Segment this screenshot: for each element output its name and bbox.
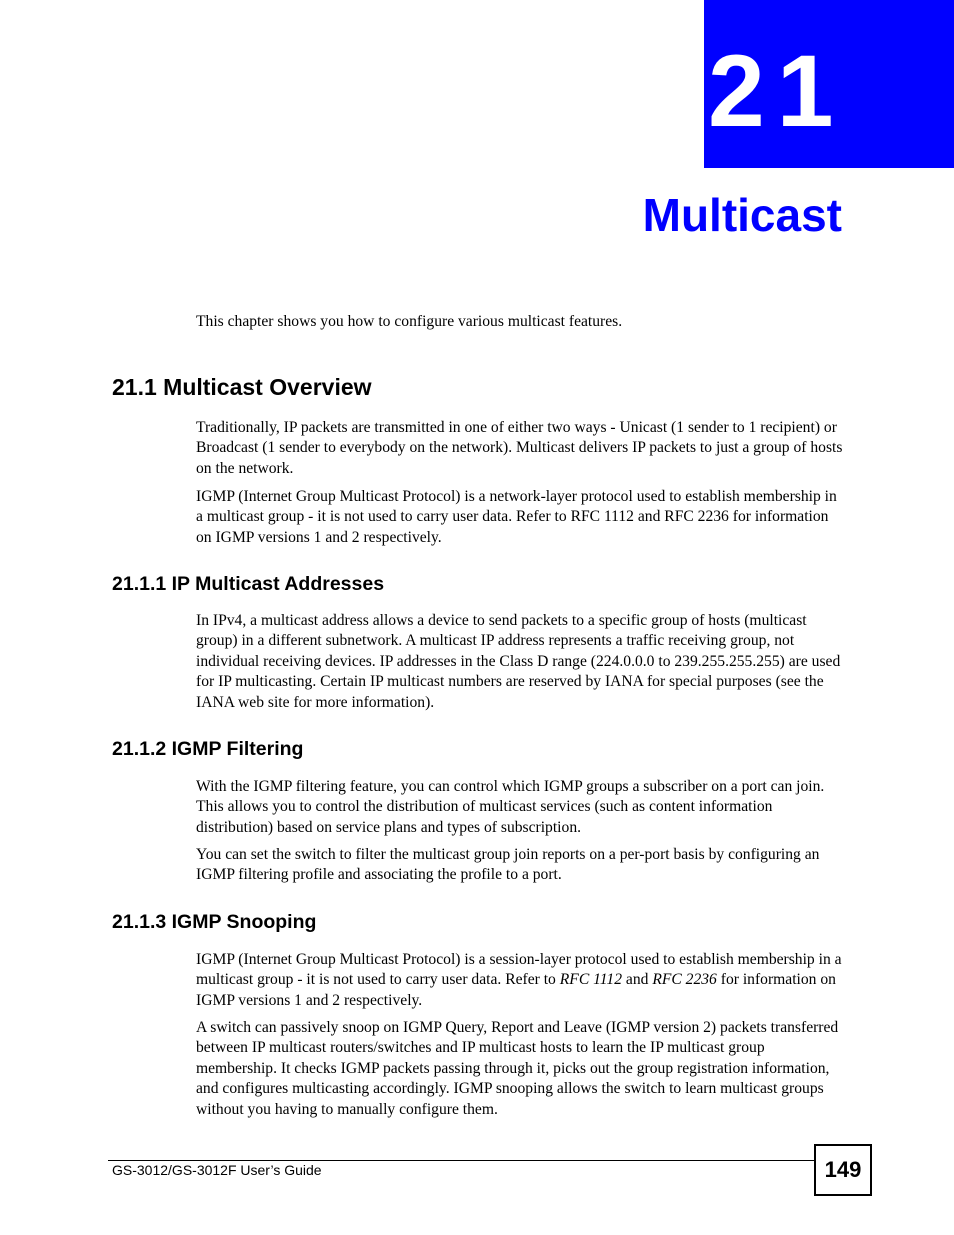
text-run: and (622, 971, 653, 989)
rfc-reference: RFC 2236 (652, 971, 717, 989)
chapter-intro: This chapter shows you how to configure various multicast features. (196, 313, 623, 330)
footer-guide-title: GS-3012/GS-3012F User’s Guide (112, 1162, 322, 1178)
text-run: for information on IGMP versions 1 and 2 respectively. (196, 971, 836, 1009)
paragraph: IGMP (Internet Group Multicast Protocol) is a network-layer protocol used to establish membership in a multicast group - it is not used to carry user data. Refer to RFC 1112 and RFC 2236 for information on IGMP versions 1 and 2 respectively. (196, 488, 837, 546)
text-run: IGMP (Internet Group Multicast Protocol) is a session-layer protocol used to establish membership in a multicast group - it is not used to carry user data. Refer to (196, 951, 842, 989)
paragraph: With the IGMP filtering feature, you can control which IGMP groups a subscriber on a port can join. This allows you to control the distribution of multicast services (such as content information distribution) based on service plans and types of subscription. (196, 778, 825, 836)
paragraph: A switch can passively snoop on IGMP Query, Report and Leave (IGMP version 2) packets transferred between IP multicast routers/switches and IP multicast hosts to learn the IP multicast group membership. It checks IGMP packets passing through it, picks out the group registration information, and configures multicasting accordingly. IGMP snooping allows the switch to learn multicast groups without you having to manually configure them. (196, 1019, 839, 1118)
chapter-title: Multicast (642, 189, 842, 241)
section-heading-21-1-3: 21.1.3 IGMP Snooping (112, 911, 317, 933)
page-number: 149 (824, 1157, 862, 1182)
section-heading-21-1-1: 21.1.1 IP Multicast Addresses (112, 573, 385, 595)
paragraph: Traditionally, IP packets are transmitted in one of either two ways - Unicast (1 sender to 1 recipient) or Broadcast (1 sender to everybody on the network). Multicast delivers IP packets to just a group of hosts on the network. (196, 419, 843, 477)
footer-divider (108, 1160, 814, 1161)
paragraph: In IPv4, a multicast address allows a device to send packets to a specific group of hosts (multicast group) in a different subnetwork. A multicast IP address represents a traffic receiving group, not individual receiving devices. IP addresses in the Class D range (224.0.0.0 to 239.255.255.255) are used for IP multicasting. Certain IP multicast numbers are reserved by IANA for special purposes (see the IANA web site for more information). (196, 612, 841, 711)
paragraph (196, 950, 846, 1011)
section-heading-21-1: 21.1 Multicast Overview (112, 374, 372, 400)
paragraph: You can set the switch to filter the multicast group join reports on a per-port basis by configuring an IGMP filtering profile and associating the profile to a port. (196, 846, 820, 884)
chapter-number: 21 (708, 34, 846, 148)
rfc-reference: RFC 1112 (559, 971, 622, 989)
page-number-box (814, 1144, 872, 1196)
section-heading-21-1-2: 21.1.2 IGMP Filtering (112, 738, 304, 760)
